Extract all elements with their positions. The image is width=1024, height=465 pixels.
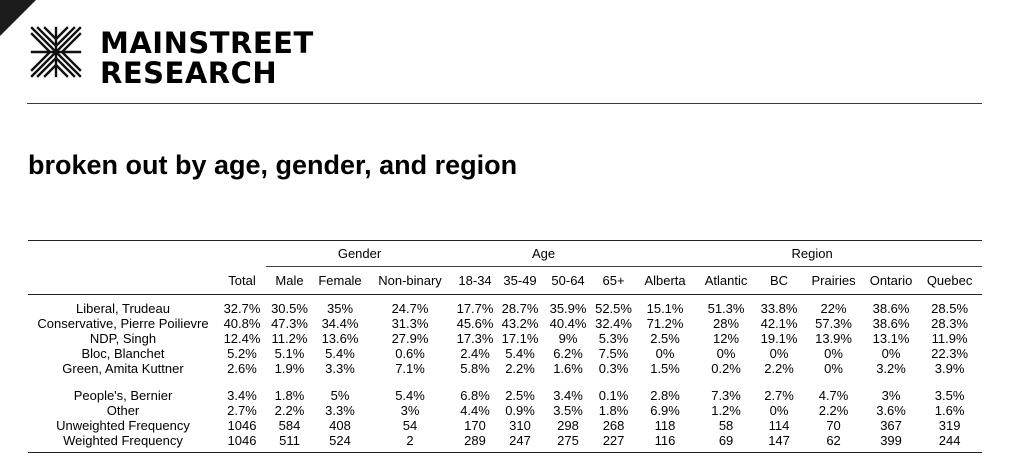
table-cell: 43.2% <box>501 316 539 331</box>
table-row <box>28 316 982 331</box>
table-cell: 227 <box>593 433 634 453</box>
table-cell: 12% <box>713 331 740 346</box>
column-header: 18-34 <box>453 267 497 295</box>
table-cell: 38.6% <box>872 301 910 316</box>
table-cell: 52.5% <box>595 301 632 316</box>
table-cell: 4.7% <box>818 388 849 403</box>
table-cell: 17.7% <box>456 301 494 316</box>
table-cell: 3.3% <box>325 403 355 418</box>
table-cell: 7.3% <box>711 388 741 403</box>
table-row <box>28 433 982 453</box>
table-row <box>28 418 982 433</box>
table-cell: 1.6% <box>553 361 583 376</box>
results-table <box>28 240 982 453</box>
table-cell: 3.3% <box>325 361 355 376</box>
column-header: 35-49 <box>497 267 543 295</box>
table-row <box>28 403 982 418</box>
table-cell: 5.1% <box>274 346 305 361</box>
table-cell: 114 <box>768 418 790 433</box>
row-label: Conservative, Pierre Poilievre <box>37 316 209 331</box>
table-cell: 33.8% <box>760 301 798 316</box>
column-header: Alberta <box>634 267 696 295</box>
table-cell: 244 <box>917 433 982 453</box>
column-header: Atlantic <box>696 267 756 295</box>
table-cell: 5.8% <box>460 361 490 376</box>
table-cell: 42.1% <box>760 316 798 331</box>
table-cell: 30.5% <box>271 301 308 316</box>
table-cell: 32.4% <box>595 316 632 331</box>
table-cell: 0.6% <box>395 346 425 361</box>
table-cell: 40.4% <box>549 316 587 331</box>
group-header-age: Age <box>453 241 634 267</box>
table-cell: 70 <box>826 418 841 433</box>
table-cell: 6.8% <box>460 388 490 403</box>
brand-wordmark <box>100 28 314 88</box>
table-cell: 71.2% <box>646 316 684 331</box>
table-cell: 22.3% <box>931 346 969 361</box>
table-cell: 0.2% <box>711 361 741 376</box>
table-cell: 0.1% <box>598 388 629 403</box>
table-cell: 319 <box>938 418 961 433</box>
table-cell: 2.2% <box>505 361 535 376</box>
column-header: Non-binary <box>367 267 453 295</box>
table-cell: 0% <box>769 346 789 361</box>
table-cell: 24.7% <box>391 301 429 316</box>
table-cell: 27.9% <box>391 331 429 346</box>
table-cell: 0.3% <box>598 361 629 376</box>
table-cell: 289 <box>453 433 497 453</box>
table-cell: 147 <box>756 433 802 453</box>
table-cell: 584 <box>278 418 301 433</box>
table-cell: 298 <box>557 418 579 433</box>
table-cell: 3% <box>400 403 420 418</box>
table-cell: 247 <box>497 433 543 453</box>
table-cell: 1.8% <box>274 388 305 403</box>
row-label: Unweighted Frequency <box>56 418 190 433</box>
row-label: Weighted Frequency <box>28 433 218 453</box>
table-cell: 3.4% <box>553 388 583 403</box>
table-cell: 1.5% <box>650 361 680 376</box>
table-cell: 13.6% <box>321 331 359 346</box>
table-cell: 1.8% <box>598 403 629 418</box>
table-cell: 13.9% <box>815 331 852 346</box>
table-cell: 2.2% <box>818 403 849 418</box>
table-cell: 511 <box>266 433 313 453</box>
table-cell: 28.5% <box>931 301 969 316</box>
table-row <box>28 376 982 403</box>
table-cell: 367 <box>880 418 902 433</box>
table-cell: 12.4% <box>223 331 261 346</box>
table-cell: 45.6% <box>456 316 494 331</box>
table-cell: 28.3% <box>931 316 969 331</box>
column-header: Quebec <box>917 267 982 295</box>
table-cell: 54 <box>402 418 418 433</box>
table-cell: 6.9% <box>650 403 680 418</box>
table-cell: 2.4% <box>460 346 490 361</box>
table-body <box>28 295 982 453</box>
table-cell: 34.4% <box>321 316 359 331</box>
table-cell: 3.9% <box>934 361 965 376</box>
table-cell: 17.1% <box>501 331 539 346</box>
table-cell: 0% <box>716 346 736 361</box>
table-cell: 0% <box>655 346 675 361</box>
table-cell: 0% <box>881 346 901 361</box>
table-cell: 0% <box>769 403 789 418</box>
table-cell: 1.6% <box>934 403 965 418</box>
table-row <box>28 361 982 376</box>
table-cell: 6.2% <box>553 346 583 361</box>
table-cell: 5.2% <box>227 346 257 361</box>
column-header: Female <box>313 267 367 295</box>
column-header: 50-64 <box>543 267 593 295</box>
table-cell: 2.7% <box>227 403 257 418</box>
table-cell: 408 <box>329 418 351 433</box>
table-cell: 40.8% <box>223 316 261 331</box>
table-cell: 31.3% <box>391 316 429 331</box>
table-cell: 5.4% <box>325 346 355 361</box>
table-cell: 51.3% <box>707 301 745 316</box>
column-header: 65+ <box>593 267 634 295</box>
table-cell: 57.3% <box>815 316 852 331</box>
table-cell: 38.6% <box>872 316 910 331</box>
table-cell: 9% <box>558 331 578 346</box>
brand-line-2: RESEARCH <box>100 56 278 90</box>
table-cell: 17.3% <box>456 331 494 346</box>
table-cell: 28.7% <box>501 301 539 316</box>
table-cell: 0% <box>824 361 843 376</box>
row-label: Other <box>106 403 140 418</box>
table-cell: 5% <box>330 388 350 403</box>
column-header: Male <box>266 267 313 295</box>
table-cell: 2.6% <box>227 361 257 376</box>
table-cell: 118 <box>654 418 676 433</box>
table-cell: 2.5% <box>650 331 680 346</box>
table-cell: 2 <box>367 433 453 453</box>
table-cell: 268 <box>602 418 625 433</box>
table-cell: 170 <box>464 418 486 433</box>
group-header-row <box>28 241 982 267</box>
table-cell: 2.5% <box>505 388 535 403</box>
table-cell: 1.9% <box>274 361 305 376</box>
group-header-region: Region <box>634 241 982 267</box>
table-cell: 310 <box>509 418 531 433</box>
table-row <box>28 295 982 317</box>
table-cell: 58 <box>718 418 734 433</box>
column-header-row <box>28 267 982 295</box>
table-cell: 69 <box>696 433 756 453</box>
table-cell: 19.1% <box>760 331 798 346</box>
page-heading: broken out by age, gender, and region <box>28 150 518 180</box>
table-cell: 47.3% <box>271 316 308 331</box>
table-cell: 5.4% <box>395 388 425 403</box>
header-divider <box>27 103 982 104</box>
table-cell: 2.8% <box>650 388 680 403</box>
mainstreet-logo-icon <box>28 24 84 80</box>
table-cell: 5.4% <box>505 346 535 361</box>
table-cell: 399 <box>865 433 917 453</box>
table-cell: 1046 <box>227 418 257 433</box>
table-cell: 116 <box>634 433 696 453</box>
table-row <box>28 346 982 361</box>
table-cell: 7.5% <box>598 346 629 361</box>
table-cell: 1046 <box>218 433 266 453</box>
column-header: Total <box>218 267 266 295</box>
table-cell: 3% <box>881 388 901 403</box>
table-cell: 3.4% <box>227 388 257 403</box>
table-cell: 2.2% <box>274 403 305 418</box>
row-label: Green, Amita Kuttner <box>62 361 184 376</box>
row-label: Bloc, Blanchet <box>81 346 165 361</box>
table-cell: 15.1% <box>646 301 684 316</box>
table-cell: 13.1% <box>872 331 910 346</box>
table-cell: 275 <box>543 433 593 453</box>
table-cell: 3.6% <box>876 403 906 418</box>
table-cell: 11.9% <box>931 331 968 346</box>
table-cell: 11.2% <box>271 331 308 346</box>
table-cell: 28% <box>713 316 740 331</box>
table-cell: 4.4% <box>460 403 490 418</box>
table-cell: 524 <box>313 433 367 453</box>
table-cell: 35% <box>326 301 354 316</box>
table-cell: 0% <box>824 346 843 361</box>
table-cell: 32.7% <box>223 301 261 316</box>
table-cell: 7.1% <box>395 361 425 376</box>
table-cell: 3.5% <box>553 403 583 418</box>
table-cell: 62 <box>802 433 865 453</box>
row-label: NDP, Singh <box>89 331 157 346</box>
column-header: Prairies <box>802 267 865 295</box>
table-cell: 3.2% <box>876 361 906 376</box>
table-cell: 2.7% <box>764 388 794 403</box>
table-cell: 1.2% <box>711 403 741 418</box>
brand-line-1: MAINSTREET <box>100 26 314 60</box>
row-label: People's, Bernier <box>73 388 173 403</box>
table-cell: 0.9% <box>505 403 535 418</box>
column-header: Ontario <box>865 267 917 295</box>
group-header-gender: Gender <box>266 241 453 267</box>
table-cell: 35.9% <box>549 301 587 316</box>
column-header: BC <box>756 267 802 295</box>
table-cell: 5.3% <box>598 331 629 346</box>
row-label: Liberal, Trudeau <box>76 301 170 316</box>
table-cell: 3.5% <box>934 388 965 403</box>
table-cell: 22% <box>820 301 847 316</box>
table-row <box>28 331 982 346</box>
table-cell: 2.2% <box>764 361 794 376</box>
